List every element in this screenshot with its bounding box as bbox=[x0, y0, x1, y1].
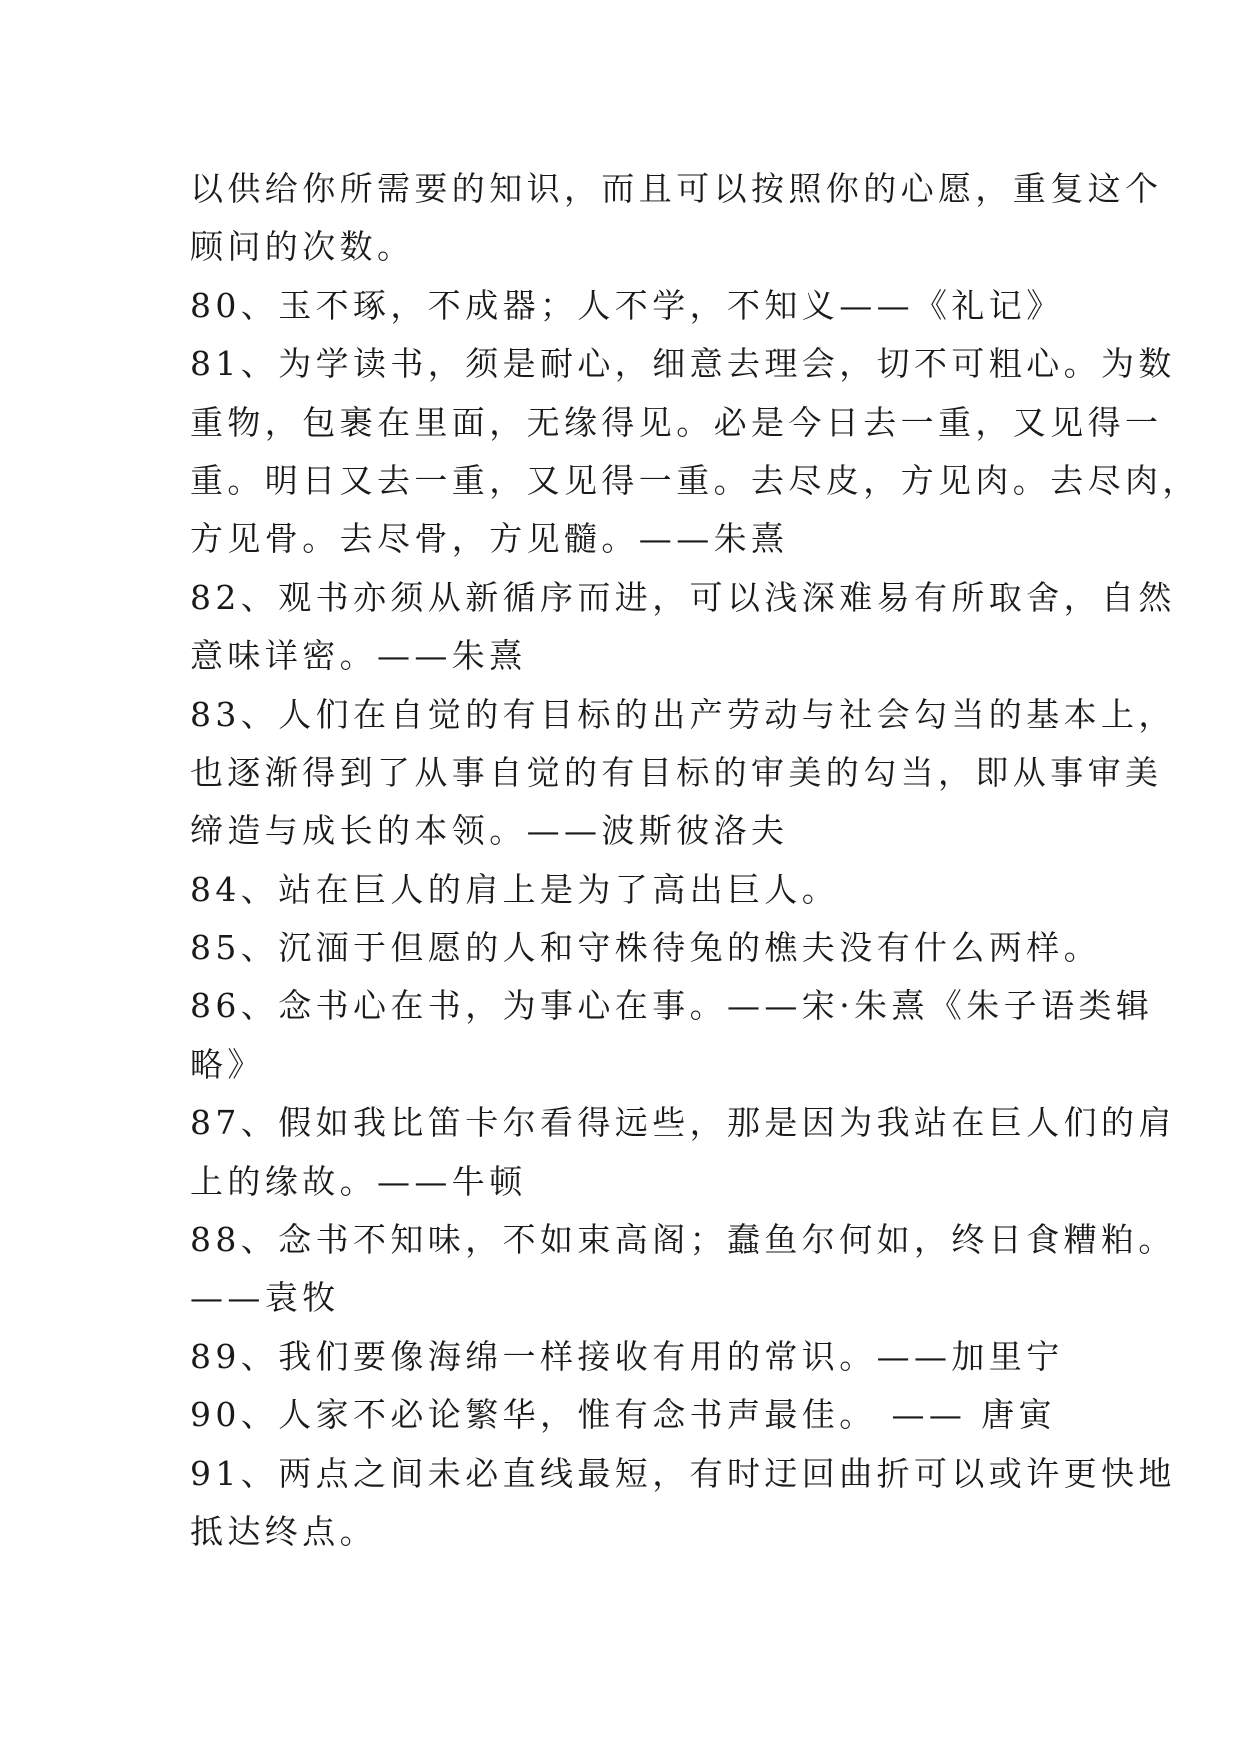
text-line: 顾问的次数。 bbox=[190, 227, 415, 267]
text-line: 也逐渐得到了从事自觉的有目标的审美的勾当，即从事审美 bbox=[190, 752, 1163, 792]
text-line: 89、我们要像海绵一样接收有用的常识。——加里宁 bbox=[190, 1336, 1064, 1376]
text-line: 91、两点之间未必直线最短，有时迂回曲折可以或许更快地 bbox=[190, 1453, 1176, 1493]
text-line: 重。明日又去一重，又见得一重。去尽皮，方见肉。去尽肉， bbox=[190, 460, 1200, 500]
text-line: 87、假如我比笛卡尔看得远些，那是因为我站在巨人们的肩 bbox=[190, 1103, 1176, 1143]
text-line: 重物，包裹在里面，无缘得见。必是今日去一重，又见得一 bbox=[190, 402, 1163, 442]
text-line: 82、观书亦须从新循序而进，可以浅深难易有所取舍，自然 bbox=[190, 577, 1176, 617]
text-line: 88、念书不知味，不如束高阁；蠢鱼尔何如，终日食糟粕。 bbox=[190, 1220, 1176, 1260]
text-line: 80、玉不琢，不成器；人不学，不知义——《礼记》 bbox=[190, 285, 1064, 325]
text-line: 抵达终点。 bbox=[190, 1511, 377, 1551]
text-line: 以供给你所需要的知识，而且可以按照你的心愿，重复这个 bbox=[190, 169, 1163, 208]
text-line: 85、沉湎于但愿的人和守株待兔的樵夫没有什么两样。 bbox=[190, 928, 1101, 968]
text-line: 意味详密。——朱熹 bbox=[190, 636, 527, 676]
text-line: 84、站在巨人的肩上是为了高出巨人。 bbox=[190, 869, 840, 909]
text-line: 90、人家不必论繁华，惟有念书声最佳。 —— 唐寅 bbox=[190, 1395, 1056, 1435]
text-line: 略》 bbox=[190, 1044, 265, 1084]
text-line: 缔造与成长的本领。——波斯彼洛夫 bbox=[190, 811, 789, 851]
text-line: 83、人们在自觉的有目标的出产劳动与社会勾当的基本上， bbox=[190, 694, 1176, 734]
text-line: ——袁牧 bbox=[190, 1278, 340, 1318]
text-line: 86、念书心在书，为事心在事。——宋·朱熹《朱子语类辑 bbox=[190, 986, 1154, 1026]
text-line: 上的缘故。——牛顿 bbox=[190, 1161, 527, 1201]
document-body bbox=[190, 160, 1200, 1561]
text-line: 81、为学读书，须是耐心，细意去理会，切不可粗心。为数 bbox=[190, 344, 1176, 384]
text-line: 方见骨。去尽骨，方见髓。——朱熹 bbox=[190, 519, 789, 559]
